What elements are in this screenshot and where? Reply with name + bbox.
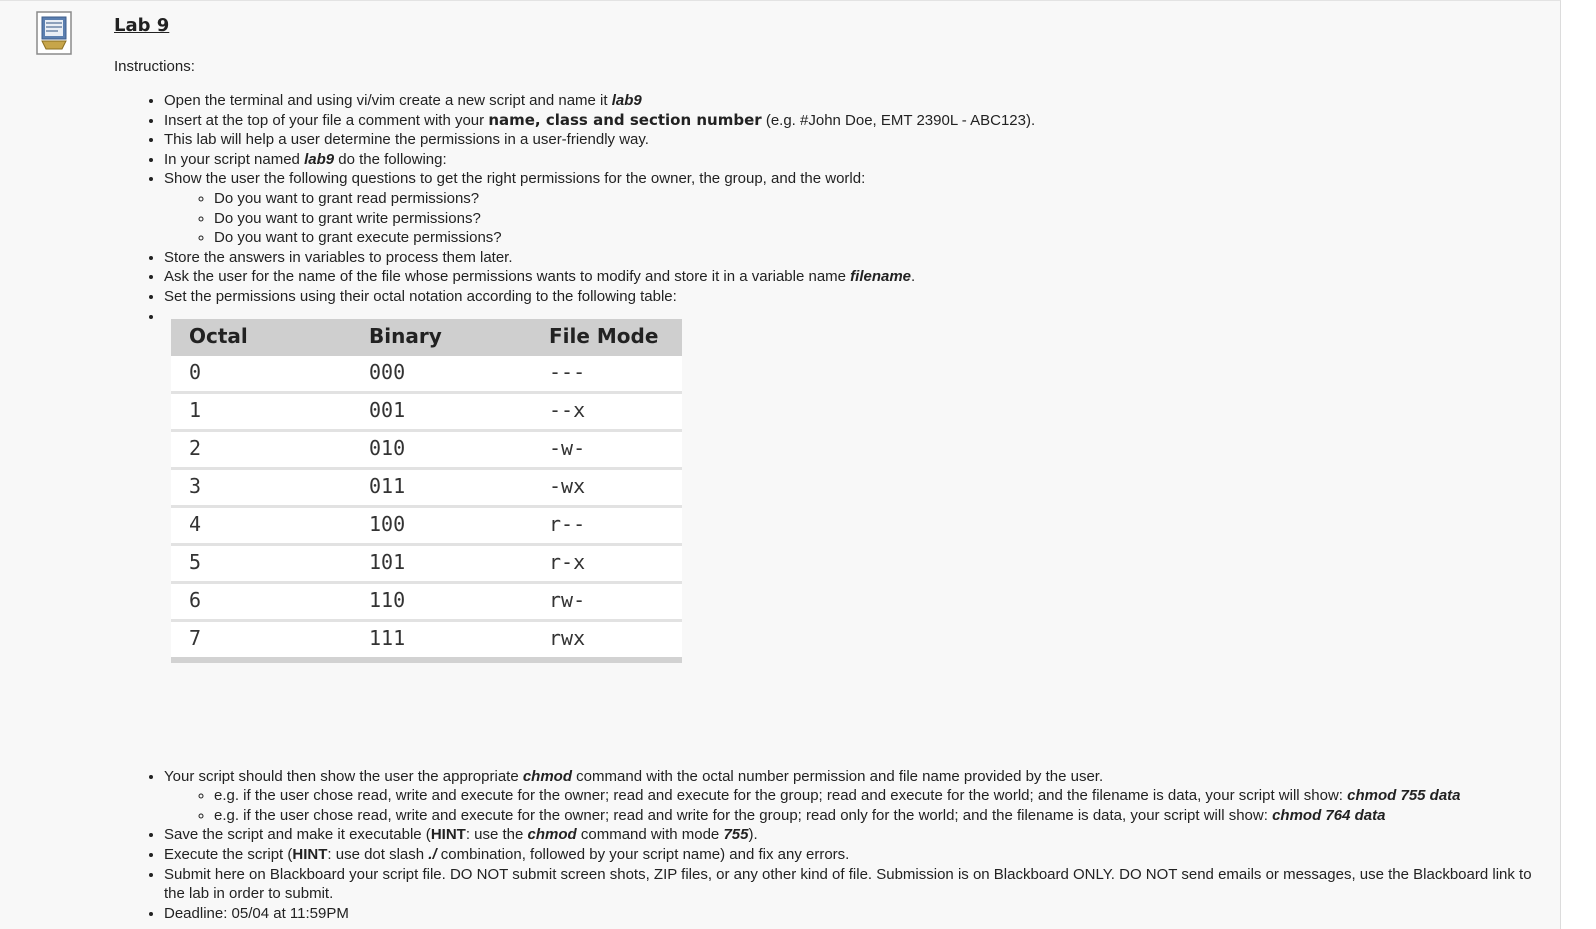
list-item [164,111,1534,131]
table-cell: r-- [531,506,682,544]
list-text: ). [748,826,758,844]
table-cell: 2 [171,430,351,468]
list-text: . [911,268,916,286]
table-cell: 000 [351,356,531,393]
table-cell: 101 [351,544,531,582]
list-item [164,267,1534,287]
example-list [164,786,1534,825]
list-text: Execute the script ( [164,845,293,863]
list-text: e.g. if the user chose read, write and execute for the owner; read and write for the group; read only for the world; and the filename is data, your script will show: [214,806,1273,824]
table-cell: 111 [351,620,531,660]
table-cell: 110 [351,582,531,620]
table-cell: 3 [171,468,351,506]
mode-value: 755 [723,826,749,844]
table-list-item [164,307,1534,711]
list-text: do the following: [334,150,447,168]
list-text: combination, followed by your script name) and fix any errors. [436,845,850,863]
list-text: : use the [465,826,528,844]
table-cell: 100 [351,506,531,544]
list-item [164,91,1534,111]
list-text: Open the terminal and using vi/vim create a new script and name it [164,92,612,109]
instructions-body [114,91,1534,923]
list-text: This lab will help a user determine the permissions in a user-friendly way. [164,131,649,149]
content-item-icon [36,11,72,55]
list-item [164,130,1534,150]
list-text: : use dot slash [327,845,429,863]
table-cell: 7 [171,620,351,660]
instructions-label: Instructions: [114,58,195,75]
permissions-table-wrapper [164,313,689,667]
instruction-list [114,91,1534,923]
table-cell: 5 [171,544,351,582]
deadline-text: Deadline: 05/04 at 11:59PM [164,904,349,922]
permissions-table [171,319,682,663]
list-text: Submit here on Blackboard your script file. DO NOT submit screen shots, ZIP files, or any other kind of file. Submission is on Blackboard ONLY. DO NOT send emails or messages, use the Blackboard link to the lab in order to submit. [164,865,1532,903]
column-header: File Mode [531,319,682,356]
table-cell: rwx [531,620,682,660]
table-cell: 6 [171,582,351,620]
list-text: In your script named [164,150,305,168]
list-text: Ask the user for the name of the file whose permissions wants to modify and store it in a variable name [164,268,851,286]
table-header-row [171,319,682,356]
variable-name: filename [850,268,912,286]
table-cell: --x [531,392,682,430]
column-header: • Octal [171,319,351,356]
example-command: chmod 755 data [1347,787,1461,805]
table-cell: 1 [171,392,351,430]
list-text: Set the permissions using their octal notation according to the following table: [164,287,677,305]
command-name: chmod [522,767,573,785]
table-row [171,430,682,468]
list-text: command with mode [576,826,724,844]
command-name: chmod [527,826,577,844]
table-cell: 4 [171,506,351,544]
list-text: Store the answers in variables to process them later. [164,248,513,266]
table-cell: 011 [351,468,531,506]
question-item: ◦ Do you want to grant write permissions? [214,209,1534,229]
list-item [164,248,1534,268]
table-row [171,506,682,544]
table-row [171,582,682,620]
question-item: ◦ Do you want to grant execute permissions? [214,228,1534,248]
list-item [164,767,1534,826]
script-name: lab9 [304,150,335,168]
list-item [164,287,1534,307]
table-cell: -w- [531,430,682,468]
page-title[interactable]: Lab 9 [114,15,170,36]
table-row [171,356,682,393]
hint-label: HINT [430,826,466,844]
list-text: Save the script and make it executable ( [164,826,431,844]
list-item [164,150,1534,170]
table-cell: 0 [171,356,351,393]
column-header: Binary [351,319,531,356]
list-text: command with the octal number permission and file name provided by the user. [572,767,1104,785]
table-cell: rw- [531,582,682,620]
table-cell: --- [531,356,682,393]
example-command: chmod 764 data [1272,806,1386,824]
table-cell: 010 [351,430,531,468]
list-text: Your script should then show the user the appropriate [164,767,523,785]
table-row [171,620,682,660]
list-text: (e.g. #John Doe, EMT 2390L - ABC123). [761,111,1036,129]
dot-slash: ./ [428,845,437,863]
list-item [164,865,1534,904]
table-row [171,544,682,582]
list-text: e.g. if the user chose read, write and execute for the owner; read and execute for the group; read and execute for the world; and the filename is data, your script will show: [214,787,1348,805]
list-item [164,904,1534,924]
script-name: lab9 [611,92,642,109]
table-row [171,468,682,506]
table-row [171,392,682,430]
question-list [164,189,1534,248]
example-item [214,806,1534,826]
question-item: ◦ Do you want to grant read permissions? [214,189,1534,209]
list-item [164,825,1534,845]
example-item [214,786,1534,806]
list-item [164,845,1534,865]
list-item [164,169,1534,247]
list-strong: name, class and section number [488,110,762,129]
table-cell: -wx [531,468,682,506]
list-text: Insert at the top of your file a comment with your [164,111,489,129]
list-text: Show the user the following questions to get the right permissions for the owner, the group, and the world: [164,170,866,188]
table-cell: 001 [351,392,531,430]
table-cell: r-x [531,544,682,582]
hint-label: HINT [292,845,328,863]
